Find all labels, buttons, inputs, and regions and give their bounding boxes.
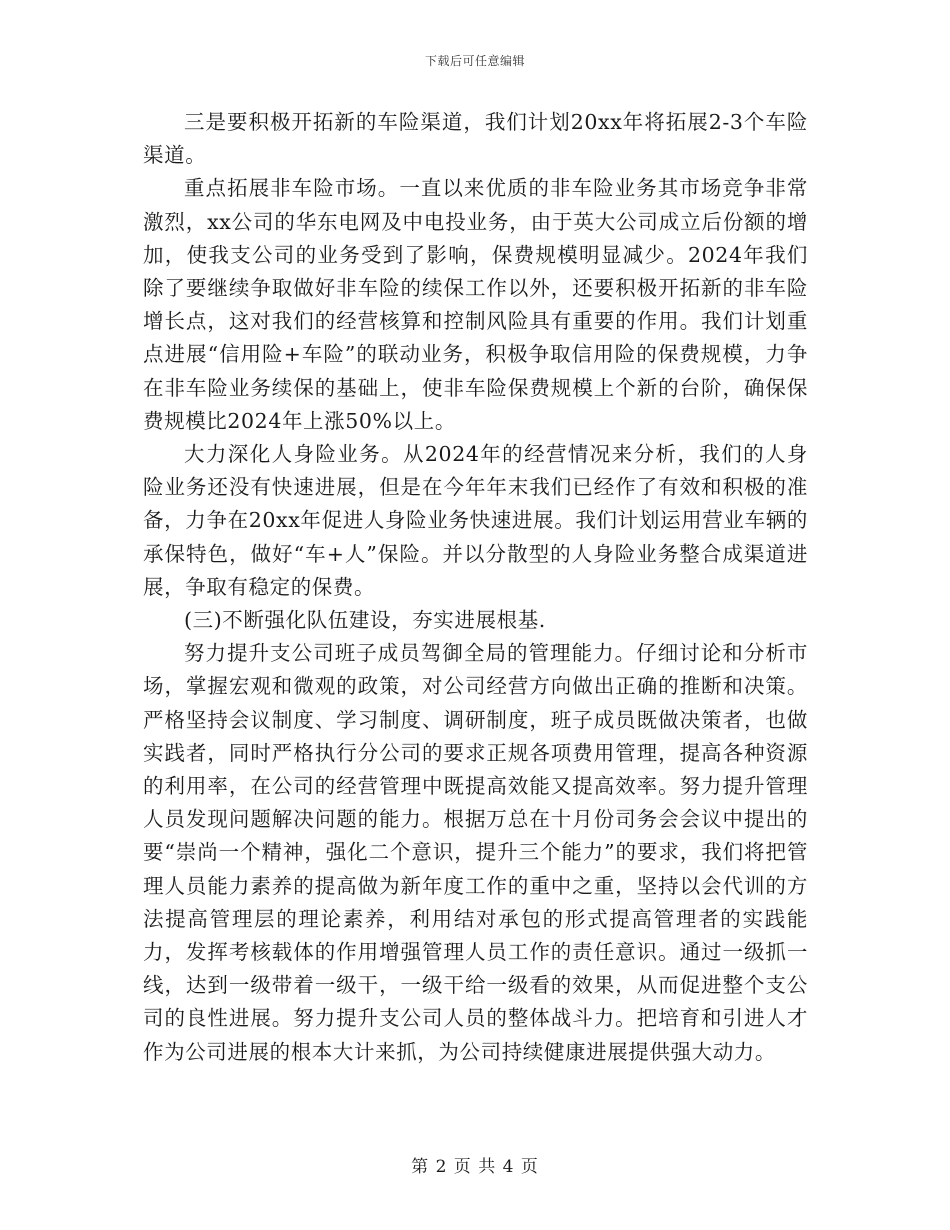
paragraph-management-capability: 努力提升支公司班子成员驾御全局的管理能力。仔细讨论和分析市场，掌握宏观和微观的政策，对公司经营方向做出正确的推断和决策。严格坚持会议制度、学习制度、调研制度，班子成员既做决策者，也做实践者，同时严格执行分公司的要求正规各项费用管理，提高各种资源的利用率，在公司的经营管理中既提高效能又提高效率。努力提升管理人员发现问题解决问题的能力。根据万总在十月份司务会会议中提出的要“崇尚一个精神，强化二个意识，提升三个能力”的要求，我们将把管理人员能力素养的提高做为新年度工作的重中之重，坚持以会代训的方法提高管理层的理论素养，利用结对承包的形式提高管理者的实践能力，发挥考核载体的作用增强管理人员工作的责任意识。通过一级抓一线，达到一级带着一级干，一级干给一级看的效果，从而促进整个支公司的良性进展。努力提升支公司人员的整体战斗力。把培育和引进人才作为公司进展的根本大计来抓，为公司持续健康进展提供强大动力。 bbox=[143, 641, 808, 1064]
paragraph-non-car-insurance: 重点拓展非车险市场。一直以来优质的非车险业务其市场竞争非常激烈，xx公司的华东电网及中电投业务，由于英大公司成立后份额的增加，使我支公司的业务受到了影响，保费规模明显减少。2024年我们除了要继续争取做好非车险的续保工作以外，还要积极开拓新的非车险增长点，这对我们的经营核算和控制风险具有重要的作用。我们计划重点进展“信用险+车险”的联动业务，积极争取信用险的保费规模，力争在非车险业务续保的基础上，使非车险保费规模上个新的台阶，确保保费规模比2024年上涨50%以上。 bbox=[143, 176, 808, 433]
paragraph-car-insurance-channels: 三是要积极开拓新的车险渠道，我们计划20xx年将拓展2-3个车险渠道。 bbox=[143, 110, 808, 168]
page-header: 下载后可任意编辑 bbox=[424, 54, 525, 68]
paragraph-life-insurance: 大力深化人身险业务。从2024年的经营情况来分析，我们的人身险业务还没有快速进展，但是在今年年末我们已经作了有效和积极的准备，力争在20xx年促进人身险业务快速进展。我们计划运用营业车辆的承保特色，做好“车+人”保险。并以分散型的人身险业务整合成渠道进展，争取有稳定的保费。 bbox=[143, 442, 808, 599]
page-number: 第 2 页 共 4 页 bbox=[411, 1157, 539, 1177]
section-heading-team-building: (三)不断强化队伍建设，夯实进展根基. bbox=[184, 608, 546, 633]
document-body bbox=[143, 106, 808, 1069]
